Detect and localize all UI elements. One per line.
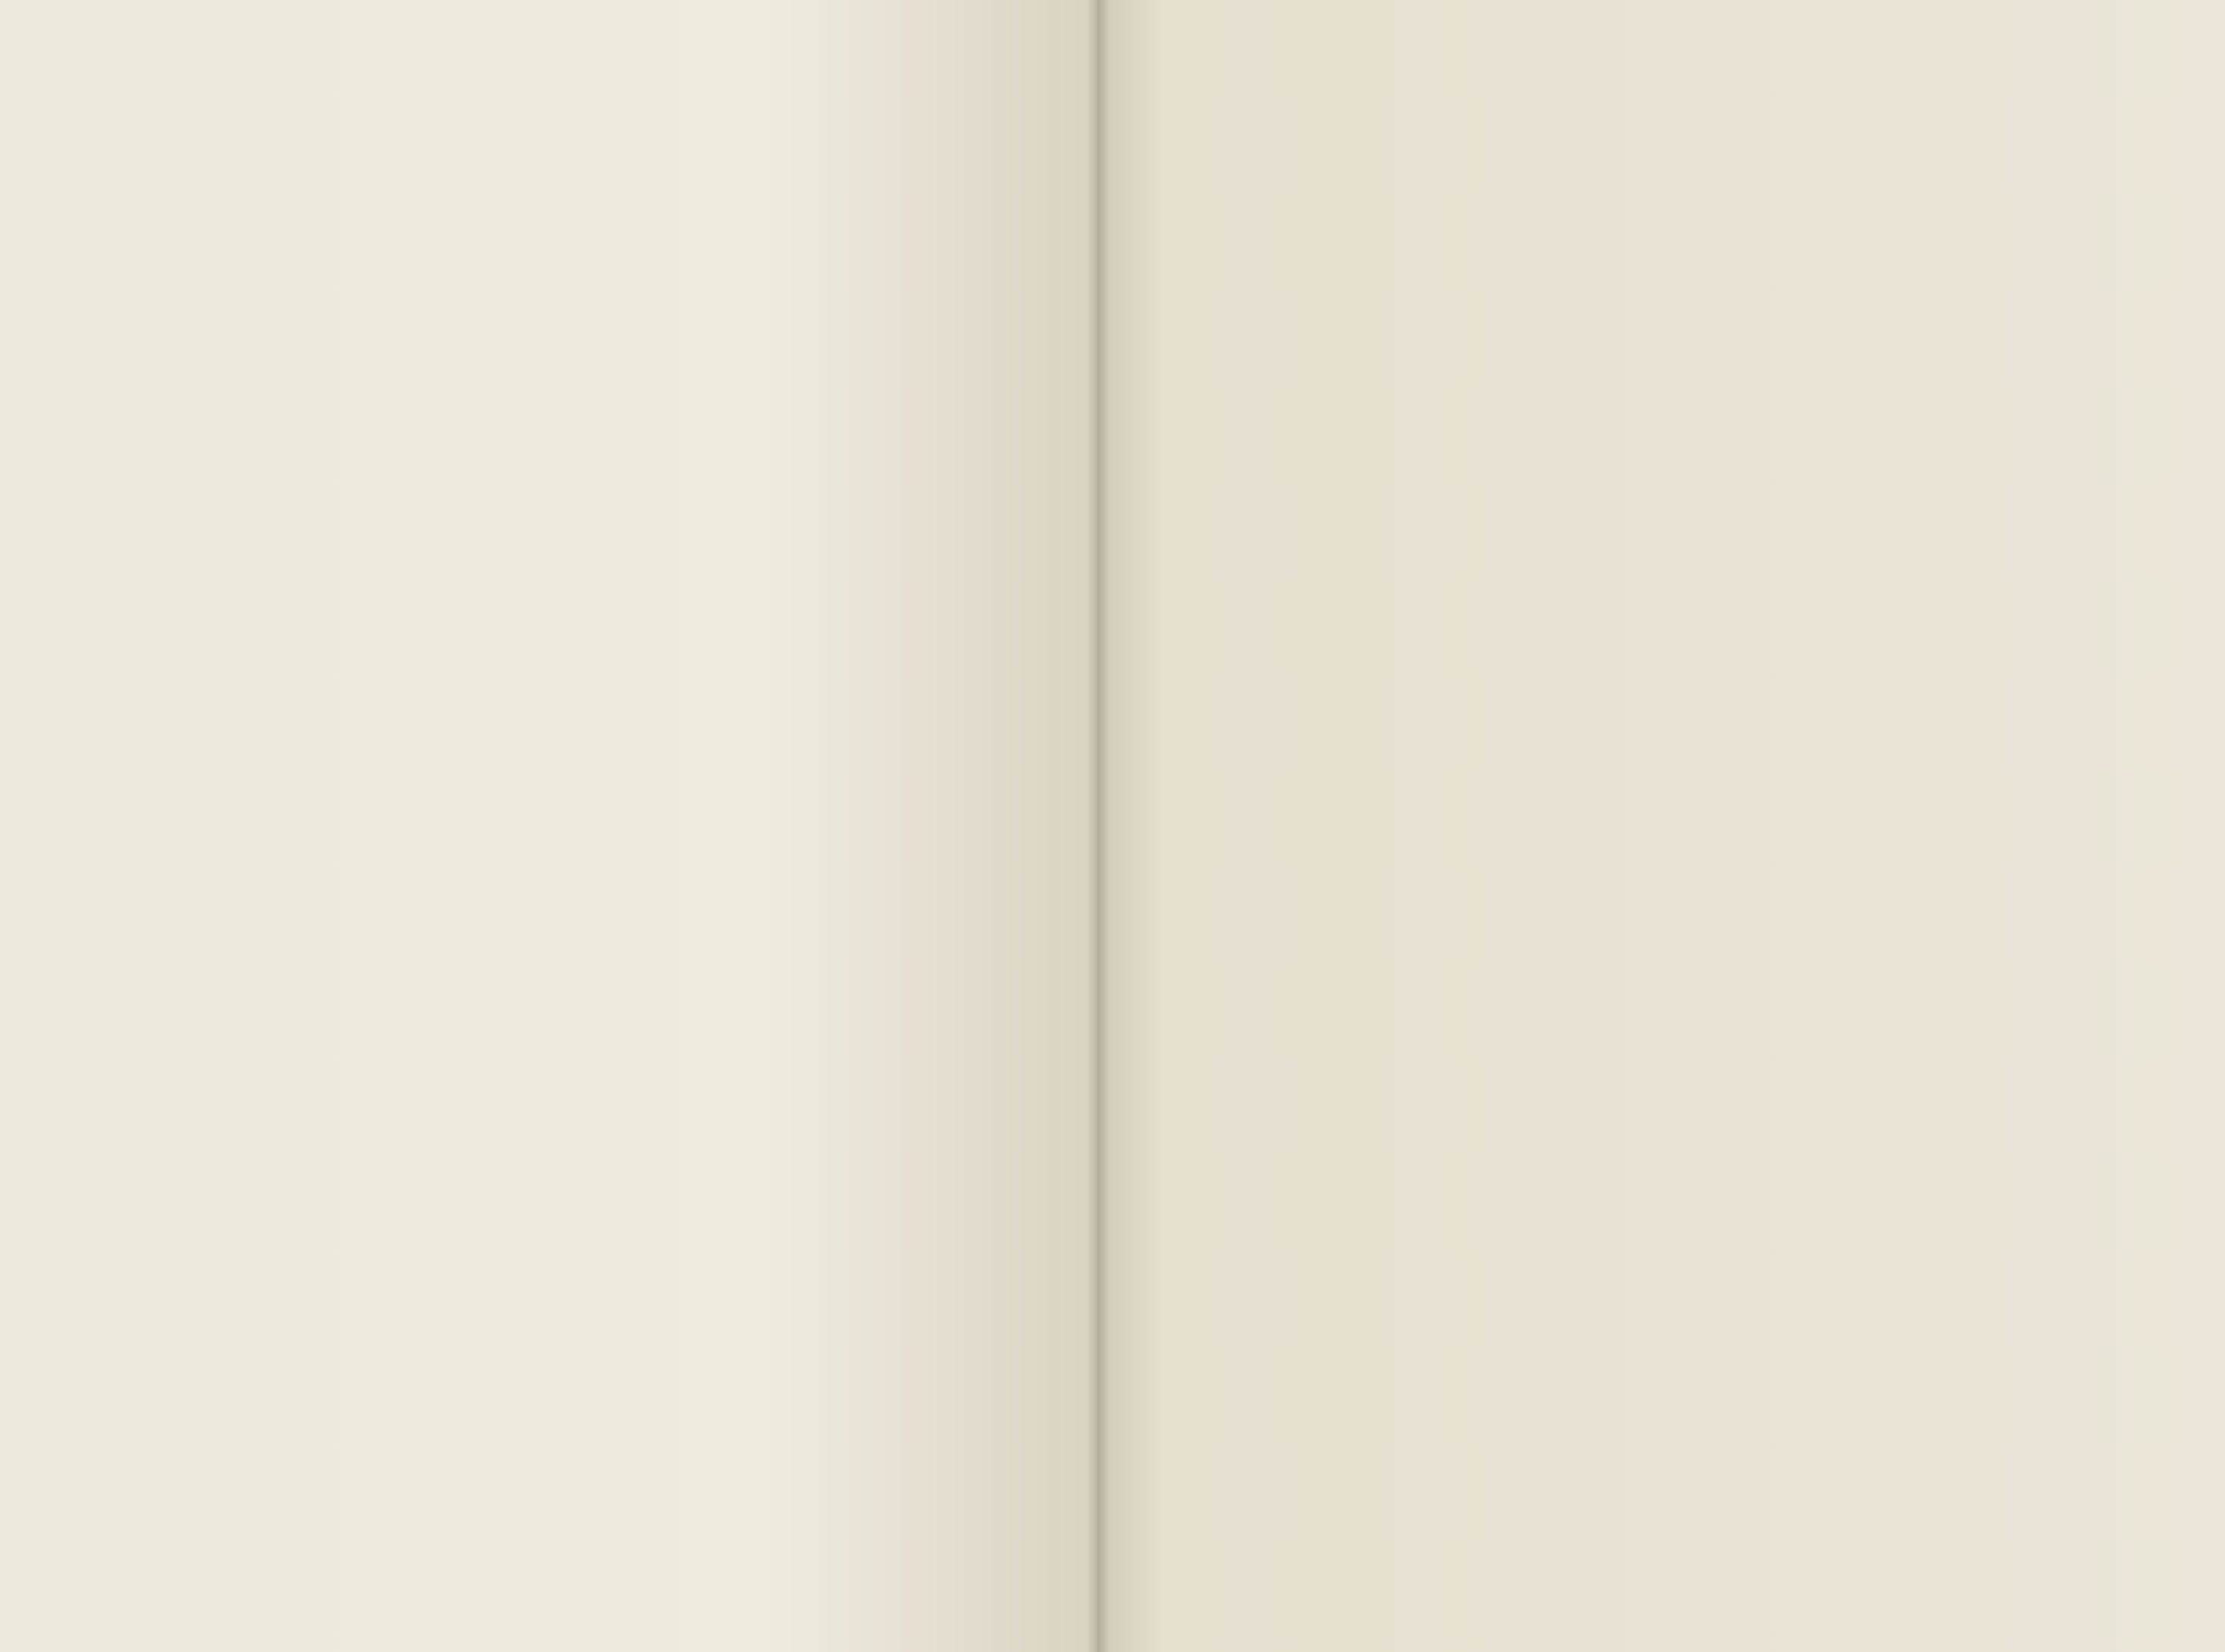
book-gutter xyxy=(1087,0,1109,1652)
page-number-header xyxy=(1211,17,2180,62)
left-page xyxy=(0,0,1097,1652)
right-page xyxy=(1097,0,2225,1652)
page-number-header xyxy=(56,17,1037,62)
